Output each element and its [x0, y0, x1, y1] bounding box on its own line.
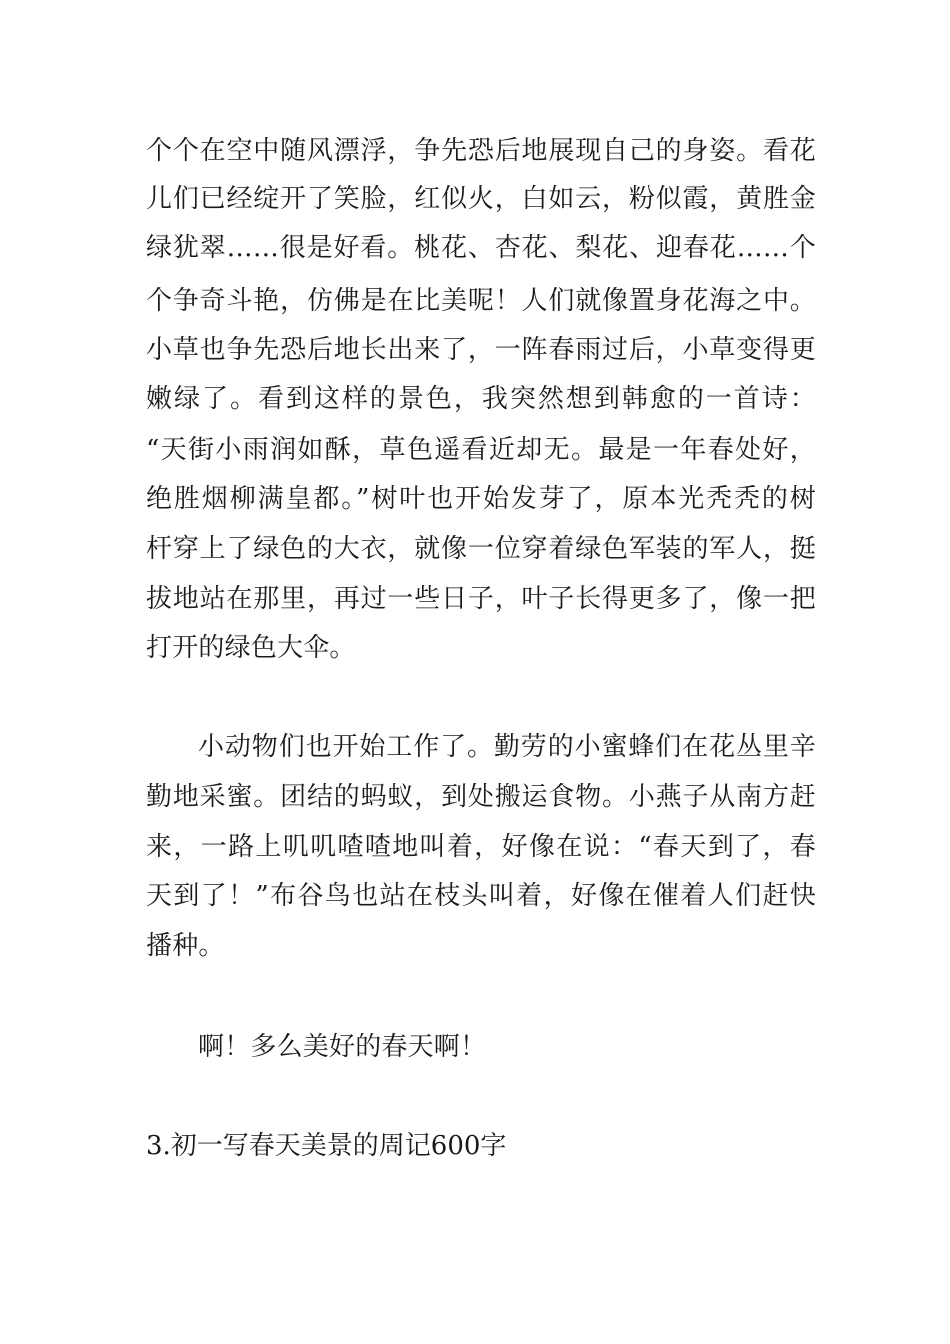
paragraph-1-line-8: 绝胜烟柳满皇都。”树叶也开始发芽了，原本光秃秃的树 [146, 484, 816, 514]
paragraph-2-line-1: 小动物们也开始工作了。勤劳的小蜜蜂们在花丛里辛 [198, 732, 816, 762]
paragraph-1-line-5: 小草也争先恐后地长出来了，一阵春雨过后，小草变得更 [146, 335, 816, 365]
paragraph-2-line-3: 来，一路上叽叽喳喳地叫着，好像在说：“春天到了，春 [146, 832, 816, 862]
paragraph-1-line-11: 打开的绿色大伞。 [146, 633, 356, 663]
paragraph-1-line-6: 嫩绿了。看到这样的景色，我突然想到韩愈的一首诗： [146, 384, 816, 414]
paragraph-2-line-4: 天到了！”布谷鸟也站在枝头叫着，好像在催着人们赶快 [146, 881, 816, 911]
paragraph-1-line-3: 绿犹翠……很是好看。桃花、杏花、梨花、迎春花……个 [146, 233, 816, 263]
paragraph-1-line-10: 拔地站在那里，再过一些日子，叶子长得更多了，像一把 [146, 584, 816, 614]
paragraph-1-line-2: 儿们已经绽开了笑脸，红似火，白如云，粉似霞，黄胜金 [146, 184, 816, 214]
paragraph-2-line-5: 播种。 [146, 931, 225, 961]
paragraph-1-line-1: 个个在空中随风漂浮，争先恐后地展现自己的身姿。看花 [146, 136, 816, 166]
paragraph-3-line-1: 啊！多么美好的春天啊！ [198, 1032, 487, 1062]
paragraph-1-line-9: 杆穿上了绿色的大衣，就像一位穿着绿色军装的军人，挺 [146, 534, 816, 564]
section-heading: 3.初一写春天美景的周记600字 [146, 1131, 507, 1161]
paragraph-1-line-7: “天街小雨润如酥，草色遥看近却无。最是一年春处好， [146, 435, 816, 465]
paragraph-1-line-4: 个争奇斗艳，仿佛是在比美呢！人们就像置身花海之中。 [146, 286, 816, 316]
paragraph-2-line-2: 勤地采蜜。团结的蚂蚁，到处搬运食物。小燕子从南方赶 [146, 782, 816, 812]
